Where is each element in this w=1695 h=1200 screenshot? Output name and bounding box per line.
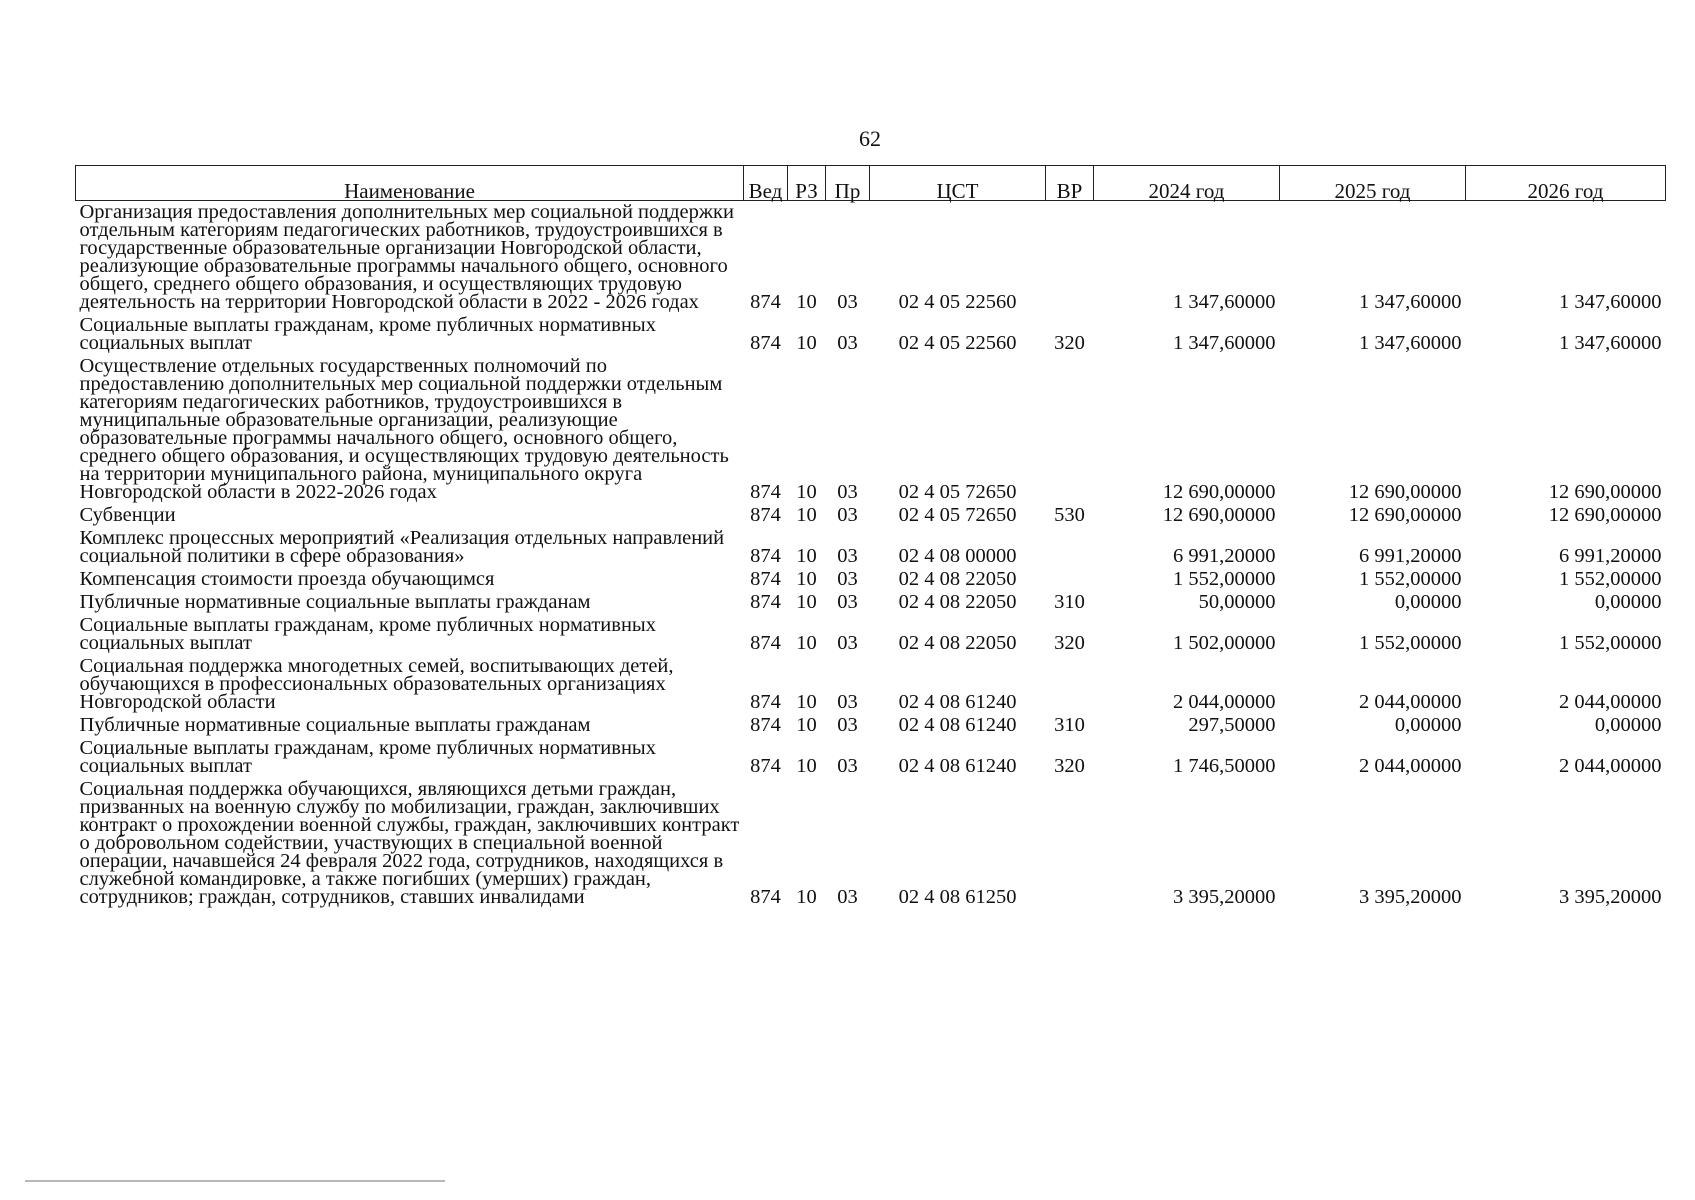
cell-cst: 02 4 08 22050 [898, 568, 1017, 590]
cell-pr: 03 [837, 886, 858, 908]
table-row [76, 355, 1666, 504]
header-ved: Вед [744, 166, 788, 201]
cell-rz: 10 [796, 504, 817, 526]
cell-ved: 874 [750, 568, 781, 590]
cell-y2024: 2 044,00000 [1173, 691, 1276, 713]
header-rz: РЗ [788, 166, 826, 201]
cell-y2026: 0,00000 [1594, 591, 1662, 613]
cell-rz: 10 [796, 755, 817, 777]
cell-vr: 310 [1054, 591, 1085, 613]
cell-y2025: 1 552,00000 [1359, 568, 1462, 590]
header-2026: 2026 год [1466, 166, 1666, 201]
cell-vr [1046, 355, 1094, 504]
cell-y2025: 12 690,00000 [1348, 481, 1462, 503]
cell-ved: 874 [750, 545, 781, 567]
cell-y2024: 3 395,20000 [1173, 886, 1276, 908]
cell-vr [1046, 655, 1094, 714]
cell-y2026: 6 991,20000 [1559, 545, 1662, 567]
cell-pr: 03 [837, 332, 858, 354]
cell-cst: 02 4 08 61250 [898, 886, 1017, 908]
cell-cst: 02 4 08 61240 [898, 691, 1017, 713]
cell-cst: 02 4 08 61240 [898, 755, 1017, 777]
cell-y2026: 1 347,60000 [1559, 332, 1662, 354]
cell-vr: 310 [1054, 714, 1085, 736]
cell-rz: 10 [796, 691, 817, 713]
cell-rz: 10 [796, 481, 817, 503]
cell-rz: 10 [796, 591, 817, 613]
table-row [76, 778, 1666, 909]
cell-y2024: 297,50000 [1188, 714, 1276, 736]
header-2024: 2024 год [1094, 166, 1280, 201]
cell-pr: 03 [837, 291, 858, 313]
cell-rz: 10 [796, 545, 817, 567]
cell-pr: 03 [837, 591, 858, 613]
cell-vr [1046, 201, 1094, 315]
cell-vr: 320 [1054, 755, 1085, 777]
cell-y2025: 6 991,20000 [1359, 545, 1462, 567]
cell-cst: 02 4 08 22050 [898, 591, 1017, 613]
cell-y2024: 1 746,50000 [1173, 755, 1276, 777]
cell-pr: 03 [837, 504, 858, 526]
table-row [76, 737, 1666, 778]
table-row [76, 655, 1666, 714]
cell-pr: 03 [837, 691, 858, 713]
cell-cst: 02 4 08 00000 [898, 545, 1017, 567]
table-row [76, 201, 1666, 315]
header-pr: Пр [826, 166, 870, 201]
cell-ved: 874 [750, 691, 781, 713]
cell-vr [1046, 527, 1094, 568]
cell-y2025: 0,00000 [1394, 714, 1462, 736]
cell-name: Социальная поддержка обучающихся, являющихся детьми граждан, призванных на военную службу по мобилизации, граждан, заключивших контракт о прохождении военной службы, граждан, заключивших контракт о добровольном содействии, участвующих в специальной военной операции, начавшейся 24 февраля 2022 года, сотрудников, находящихся в служебной командировке, а также погибших (умерших) граждан, сотрудников; граждан, сотрудников, ставших инвалидами [79, 778, 740, 908]
table-row [76, 591, 1666, 614]
cell-rz: 10 [796, 291, 817, 313]
cell-cst: 02 4 05 72650 [898, 481, 1017, 503]
cell-cst: 02 4 08 22050 [898, 632, 1017, 654]
cell-pr: 03 [837, 755, 858, 777]
table-body [76, 201, 1666, 910]
table-row [76, 614, 1666, 655]
cell-cst: 02 4 08 61240 [898, 714, 1017, 736]
table-row [76, 527, 1666, 568]
cell-pr: 03 [837, 568, 858, 590]
cell-name: Социальные выплаты гражданам, кроме публичных нормативных социальных выплат [79, 737, 656, 777]
cell-y2025: 3 395,20000 [1359, 886, 1462, 908]
cell-y2024: 1 502,00000 [1173, 632, 1276, 654]
cell-vr [1046, 778, 1094, 909]
cell-y2026: 12 690,00000 [1548, 504, 1662, 526]
cell-rz: 10 [796, 568, 817, 590]
cell-y2025: 0,00000 [1394, 591, 1462, 613]
cell-vr [1046, 568, 1094, 591]
cell-pr: 03 [837, 632, 858, 654]
cell-name: Организация предоставления дополнительных мер социальной поддержки отдельным категориям педагогических работников, трудоустроившихся в государственные образовательные организации Новгородской области, реализующие образовательные программы начального общего, основного общего, среднего общего образования, и осуществляющих трудовую деятельность на территории Новгородской области в 2022 - 2026 годах [79, 201, 734, 313]
cell-name: Комплекс процессных мероприятий «Реализация отдельных направлений социальной политики в сфере образования» [79, 527, 725, 567]
table-header-row [76, 166, 1666, 201]
cell-y2026: 2 044,00000 [1559, 691, 1662, 713]
cell-name: Компенсация стоимости проезда обучающимся [79, 568, 495, 590]
cell-ved: 874 [750, 632, 781, 654]
table-row [76, 314, 1666, 355]
cell-ved: 874 [750, 504, 781, 526]
cell-y2025: 1 347,60000 [1359, 332, 1462, 354]
cell-vr: 320 [1054, 332, 1085, 354]
cell-y2026: 3 395,20000 [1559, 886, 1662, 908]
cell-name: Субвенции [79, 504, 176, 526]
cell-y2026: 1 552,00000 [1559, 568, 1662, 590]
cell-rz: 10 [796, 632, 817, 654]
cell-ved: 874 [750, 714, 781, 736]
cell-y2025: 12 690,00000 [1348, 504, 1462, 526]
cell-name: Осуществление отдельных государственных полномочий по предоставлению дополнительных мер социальной поддержки отдельным категориям педагогических работников, трудоустроившихся в муниципальные образовательные организации, реализующие образовательные программы начального общего, основного общего, среднего общего образования, и осуществляющих трудовую деятельность на территории муниципального района, муниципального округа Новгородской области в 2022-2026 годах [79, 355, 729, 503]
table-row [76, 568, 1666, 591]
table-row [76, 714, 1666, 737]
cell-rz: 10 [796, 714, 817, 736]
cell-name: Публичные нормативные социальные выплаты гражданам [79, 591, 591, 613]
cell-y2025: 1 552,00000 [1359, 632, 1462, 654]
cell-ved: 874 [750, 481, 781, 503]
cell-cst: 02 4 05 22560 [898, 332, 1017, 354]
cell-ved: 874 [750, 886, 781, 908]
cell-name: Публичные нормативные социальные выплаты гражданам [79, 714, 591, 736]
cell-ved: 874 [750, 591, 781, 613]
cell-rz: 10 [796, 332, 817, 354]
cell-ved: 874 [750, 332, 781, 354]
page-number: 62 [859, 126, 881, 151]
cell-y2024: 6 991,20000 [1173, 545, 1276, 567]
cell-ved: 874 [750, 755, 781, 777]
cell-vr: 530 [1054, 504, 1085, 526]
cell-pr: 03 [837, 714, 858, 736]
cell-y2024: 12 690,00000 [1162, 504, 1276, 526]
cell-cst: 02 4 05 22560 [898, 291, 1017, 313]
header-2025: 2025 год [1280, 166, 1466, 201]
cell-y2024: 1 347,60000 [1173, 291, 1276, 313]
scan-artifact-line [25, 1180, 445, 1182]
cell-y2024: 1 552,00000 [1173, 568, 1276, 590]
cell-y2025: 1 347,60000 [1359, 291, 1462, 313]
cell-y2026: 12 690,00000 [1548, 481, 1662, 503]
cell-y2026: 2 044,00000 [1559, 755, 1662, 777]
budget-table [75, 165, 1666, 909]
cell-rz: 10 [796, 886, 817, 908]
cell-pr: 03 [837, 481, 858, 503]
header-vr: ВР [1046, 166, 1094, 201]
cell-y2026: 0,00000 [1594, 714, 1662, 736]
cell-y2025: 2 044,00000 [1359, 691, 1462, 713]
cell-y2024: 1 347,60000 [1173, 332, 1276, 354]
cell-cst: 02 4 05 72650 [898, 504, 1017, 526]
cell-y2024: 12 690,00000 [1162, 481, 1276, 503]
cell-name: Социальные выплаты гражданам, кроме публичных нормативных социальных выплат [79, 314, 656, 354]
cell-name: Социальная поддержка многодетных семей, воспитывающих детей, обучающихся в профессиональных образовательных организациях Новгородской области [79, 655, 674, 713]
cell-pr: 03 [837, 545, 858, 567]
cell-y2024: 50,00000 [1198, 591, 1276, 613]
cell-y2026: 1 552,00000 [1559, 632, 1662, 654]
cell-vr: 320 [1054, 632, 1085, 654]
header-cst: ЦСТ [870, 166, 1046, 201]
cell-ved: 874 [750, 291, 781, 313]
table-row [76, 504, 1666, 527]
cell-name: Социальные выплаты гражданам, кроме публичных нормативных социальных выплат [79, 614, 656, 654]
header-name: Наименование [76, 166, 744, 201]
cell-y2025: 2 044,00000 [1359, 755, 1462, 777]
cell-y2026: 1 347,60000 [1559, 291, 1662, 313]
